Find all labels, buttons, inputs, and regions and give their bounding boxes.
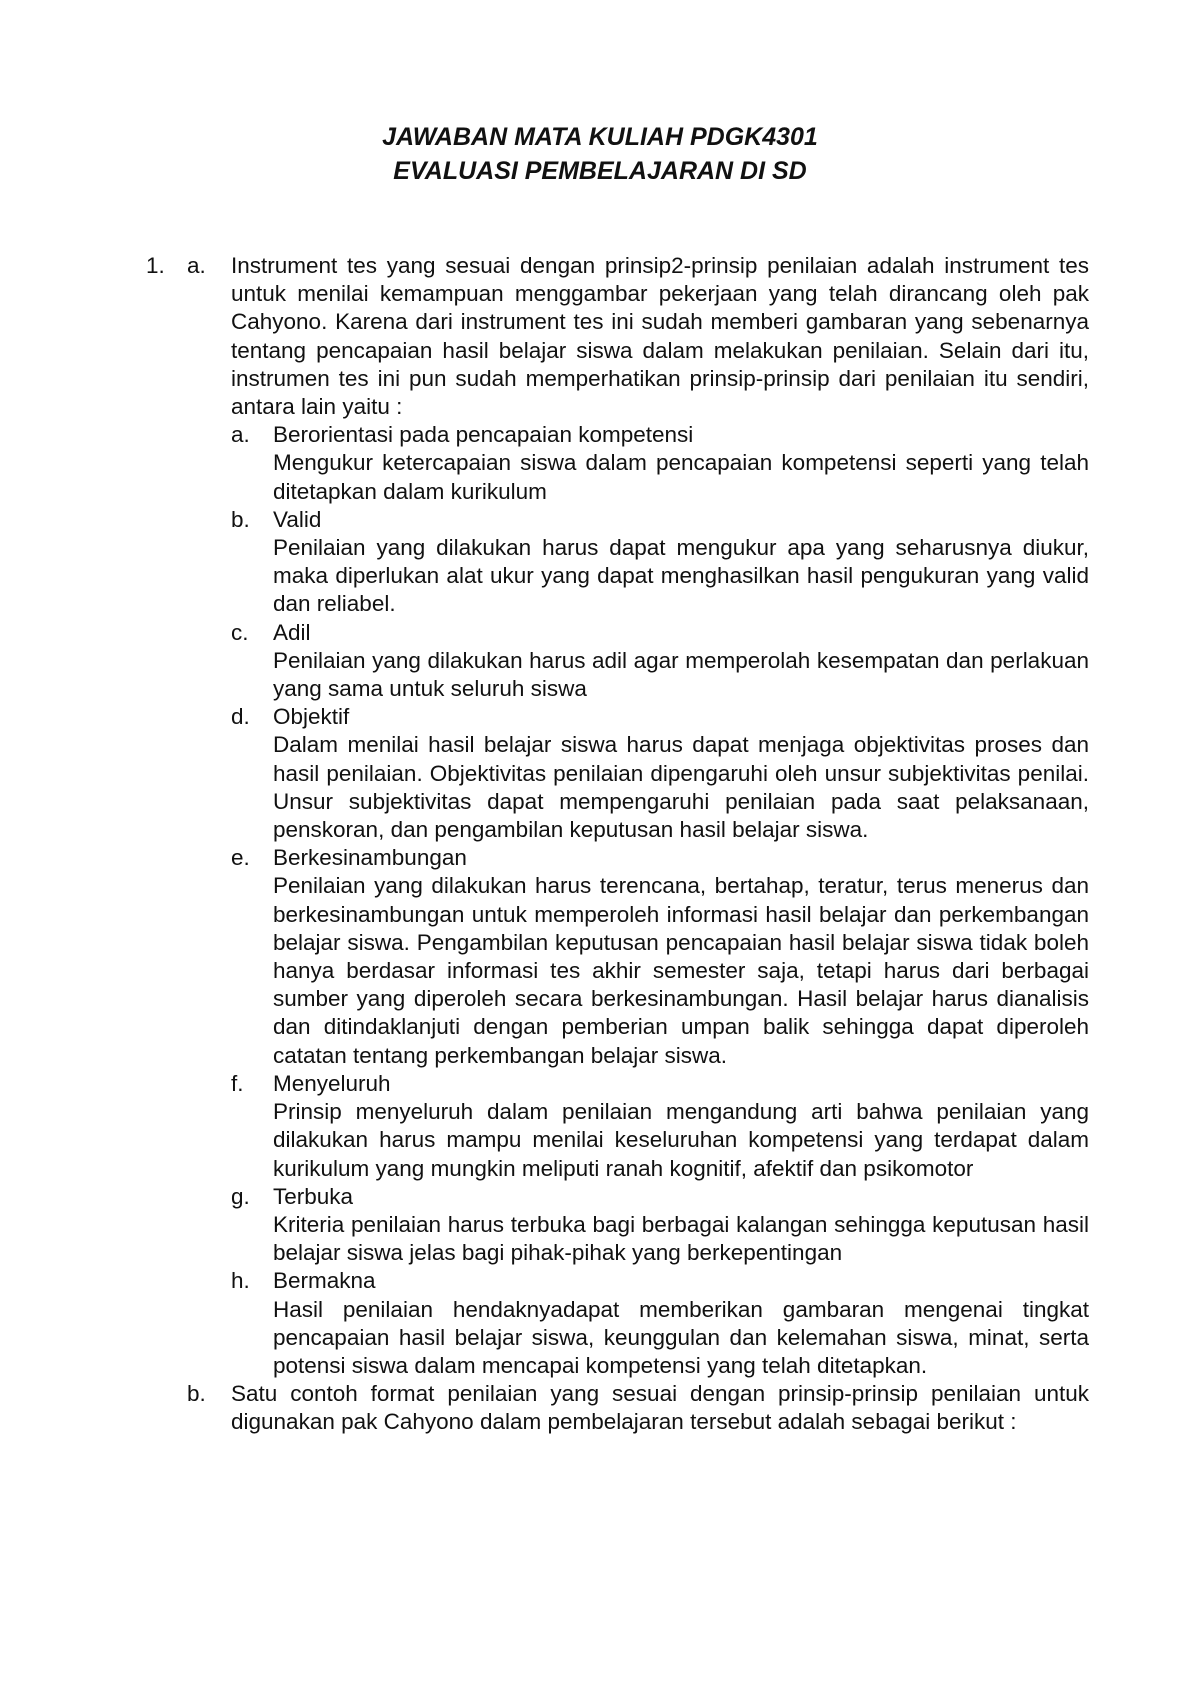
principle-letter: d. bbox=[231, 704, 250, 730]
principle-item bbox=[0, 1267, 1200, 1380]
document-title-line1: JAWABAN MATA KULIAH PDGK4301 bbox=[382, 123, 818, 151]
principle-description: Penilaian yang dilakukan harus adil agar memperolah kesempatan dan perlakuan yang sama untuk seluruh siswa bbox=[273, 647, 1089, 702]
principle-description: Kriteria penilaian harus terbuka bagi berbagai kalangan sehingga keputusan hasil belajar siswa jelas bagi pihak-pihak yang berkepentingan bbox=[273, 1211, 1089, 1266]
principle-description: Dalam menilai hasil belajar siswa harus dapat menjaga objektivitas proses dan hasil penilaian. Objektivitas penilaian dipengaruhi oleh unsur subjektivitas penilai. Unsur subjektivitas dapat mempengaruhi penilaian pada saat pelaksanaan, penskoran, dan pengambilan keputusan hasil belajar siswa. bbox=[273, 732, 1089, 843]
principle-description: Mengukur ketercapaian siswa dalam pencapaian kompetensi seperti yang telah ditetapkan dalam kurikulum bbox=[273, 450, 1089, 504]
principle-item bbox=[0, 1070, 1200, 1183]
principle-letter: c. bbox=[231, 619, 249, 645]
principle-item bbox=[0, 421, 1200, 506]
document-title-line2: EVALUASI PEMBELAJARAN DI SD bbox=[393, 157, 807, 185]
principle-item bbox=[0, 619, 1200, 704]
principle-item bbox=[0, 1183, 1200, 1268]
principle-title: Objektif bbox=[273, 704, 350, 730]
principle-letter: e. bbox=[231, 845, 250, 871]
principle-description: Prinsip menyeluruh dalam penilaian mengandung arti bahwa penilaian yang dilakukan harus mampu menilai keseluruhan kompetensi yang terdapat dalam kurikulum yang mungkin meliputi ranah kognitif, afektif dan psikomotor bbox=[273, 1099, 1089, 1181]
principle-item bbox=[0, 844, 1200, 1070]
part-a-letter: a. bbox=[187, 253, 206, 278]
part-b-letter: b. bbox=[187, 1381, 206, 1407]
document-content bbox=[0, 252, 1200, 1437]
principle-description: Penilaian yang dilakukan harus dapat mengukur apa yang seharusnya diukur, maka diperlukan alat ukur yang dapat menghasilkan hasil pengukuran yang valid dan reliabel. bbox=[273, 535, 1089, 617]
principle-title: Menyeluruh bbox=[273, 1070, 391, 1096]
principle-title: Adil bbox=[273, 619, 311, 645]
question-1-part-b bbox=[0, 1380, 1200, 1436]
principle-title: Bermakna bbox=[273, 1268, 376, 1294]
principle-title: Berorientasi pada pencapaian kompetensi bbox=[273, 422, 694, 448]
question-1-part-a bbox=[0, 252, 1200, 421]
principle-letter: f. bbox=[231, 1070, 244, 1096]
principle-item bbox=[0, 506, 1200, 619]
principle-title: Terbuka bbox=[273, 1183, 354, 1209]
principle-title: Valid bbox=[273, 506, 322, 532]
part-a-text: Instrument tes yang sesuai dengan prinsip2-prinsip penilaian adalah instrument tes untuk menilai kemampuan menggambar pekerjaan yang telah dirancang oleh pak Cahyono. Karena dari instrument tes ini sudah memberi gambaran yang sebenarnya tentang pencapaian hasil belajar siswa dalam melakukan penilaian. Selain dari itu, instrumen tes ini pun sudah memperhatikan prinsip-prinsip dari penilaian itu sendiri, antara lain yaitu : bbox=[231, 253, 1089, 420]
principle-letter: a. bbox=[231, 422, 250, 448]
principle-description: Penilaian yang dilakukan harus terencana, bertahap, teratur, terus menerus dan berkesinambungan untuk memperoleh informasi hasil belajar dan perkembangan belajar siswa. Pengambilan keputusan pencapaian hasil belajar siswa tidak boleh hanya berdasar informasi tes akhir semester saja, tetapi harus dari berbagai sumber yang diperoleh secara berkesinambungan. Hasil belajar harus dianalisis dan ditindaklanjuti dengan pemberian umpan balik sehingga dapat diperoleh catatan tentang perkembangan belajar siswa. bbox=[273, 873, 1089, 1068]
principle-item bbox=[0, 703, 1200, 844]
part-b-text: Satu contoh format penilaian yang sesuai dengan prinsip-prinsip penilaian untuk digunakan pak Cahyono dalam pembelajaran tersebut adalah sebagai berikut : bbox=[231, 1381, 1089, 1435]
question-number: 1. bbox=[146, 253, 165, 278]
principle-title: Berkesinambungan bbox=[273, 845, 467, 871]
principle-letter: b. bbox=[231, 506, 250, 532]
principle-letter: h. bbox=[231, 1268, 250, 1294]
principle-letter: g. bbox=[231, 1183, 250, 1209]
principle-description: Hasil penilaian hendaknyadapat memberikan gambaran mengenai tingkat pencapaian hasil belajar siswa, keunggulan dan kelemahan siswa, minat, serta potensi siswa dalam mencapai kompetensi yang telah ditetapkan. bbox=[273, 1296, 1089, 1378]
